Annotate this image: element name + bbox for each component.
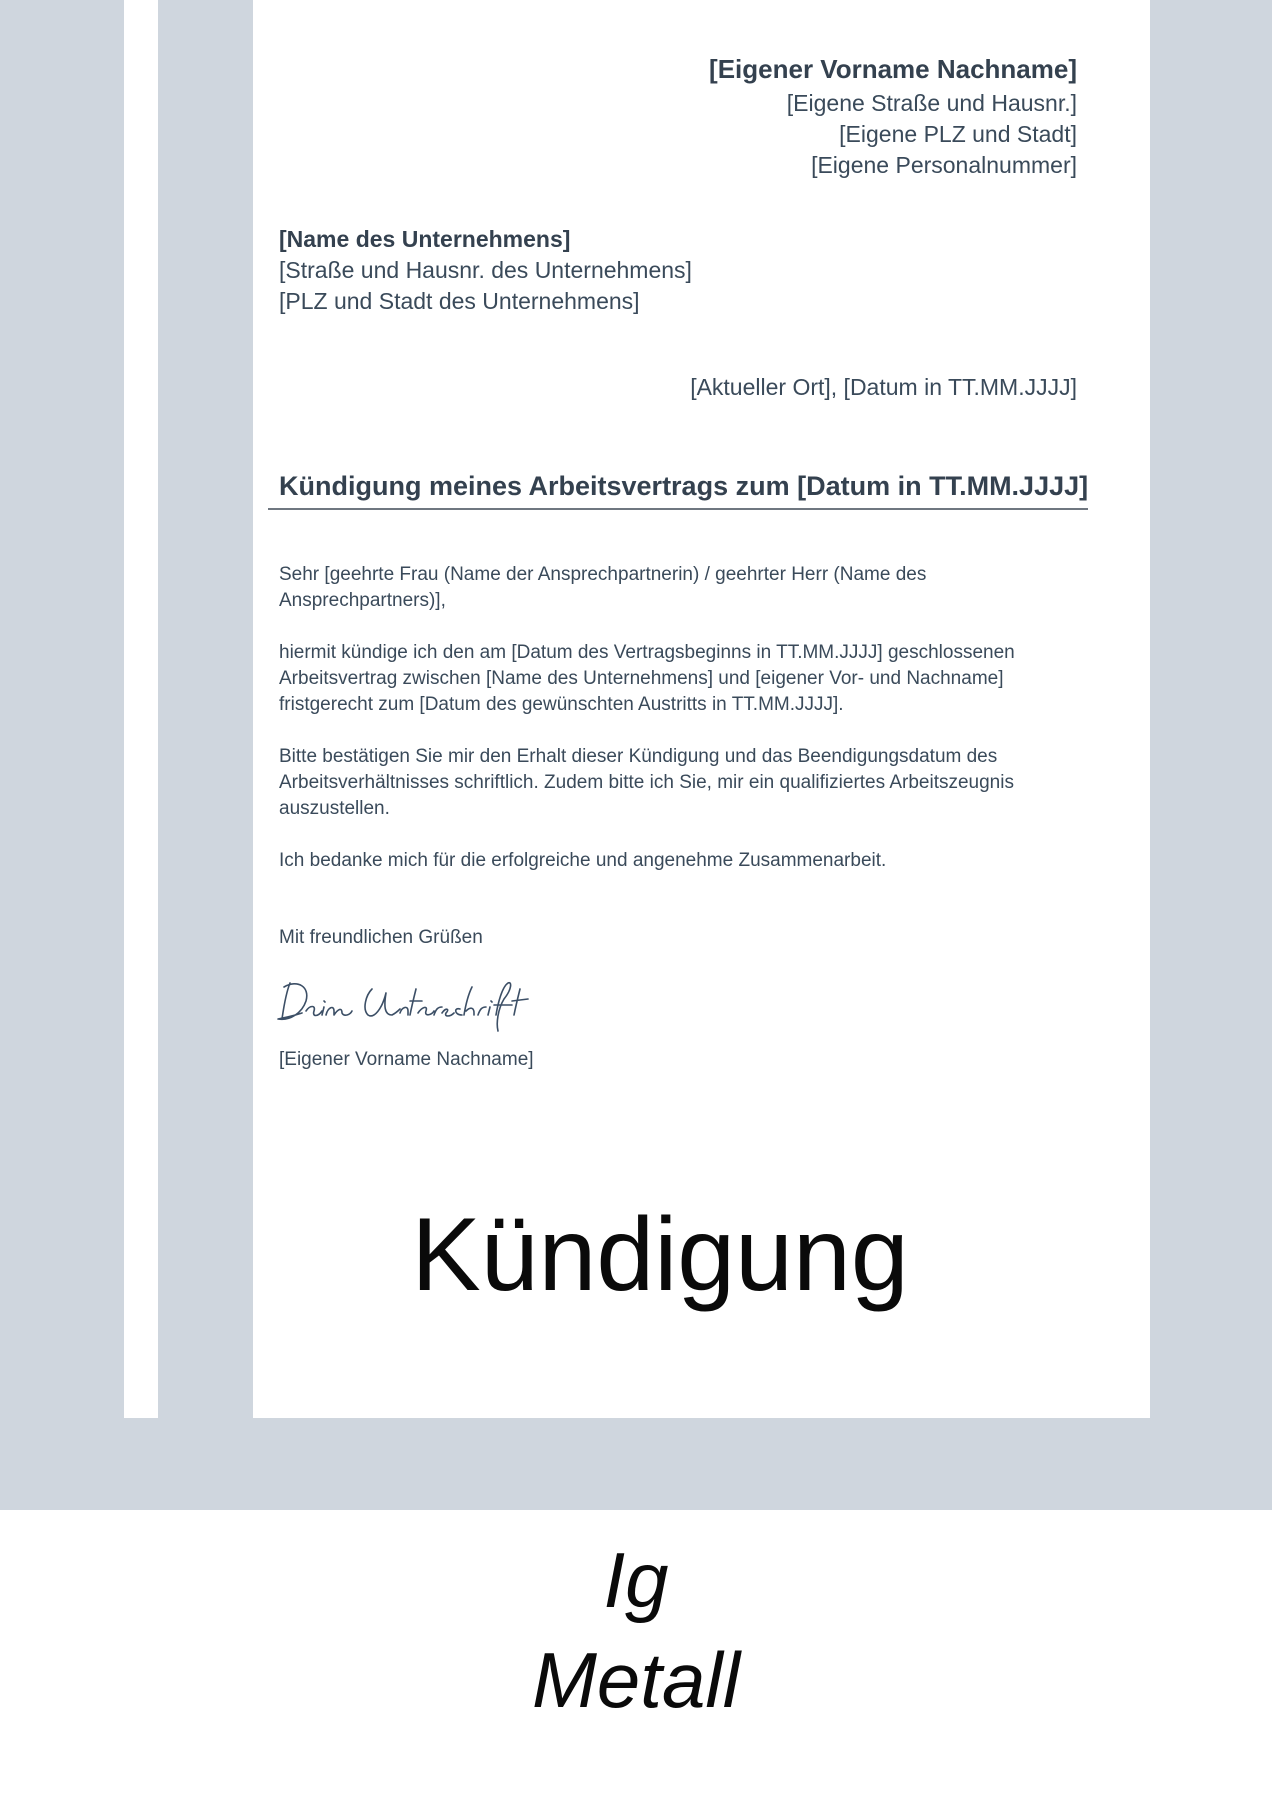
recipient-company: [Name des Unternehmens] [279,226,571,252]
subject-text: Kündigung meines Arbeitsvertrags zum [Datum in TT.MM.JJJJ] [279,471,1089,501]
sender-personnel-number: [Eigene Personalnummer] [811,152,1077,178]
sender-street: [Eigene Straße und Hausnr.] [786,90,1077,116]
overlay-title: Kündigung [411,1197,909,1313]
salutation: Sehr [geehrte Frau (Name der Ansprechpartnerin) / geehrter Herr (Name des Ansprechpartners)], [279,564,927,611]
closing: Mit freundlichen Grüßen [279,927,483,948]
recipient-block [279,224,692,317]
recipient-street: [Straße und Hausnr. des Unternehmens] [279,257,692,283]
sender-block [709,50,1077,181]
place-date: [Aktueller Ort], [Datum in TT.MM.JJJJ] [690,374,1077,400]
sender-city: [Eigene PLZ und Stadt] [839,121,1077,147]
sender-name: [Eigener Vorname Nachname] [709,54,1077,84]
bottom-title-line-2: Metall [531,1636,741,1724]
body-paragraph-2: Bitte bestätigen Sie mir den Erhalt dieser Kündigung und das Beendigungsdatum des Arbeitsverhältnisses schriftlich. Zudem bitte ich Sie, mir ein qualifiziertes Arbeitszeugnis auszustellen. [279,746,1014,819]
bottom-title-line-1: Ig [603,1536,669,1624]
subject-line [268,468,1088,510]
signature-image [276,975,536,1035]
body-paragraph-3: Ich bedanke mich für die erfolgreiche und angenehme Zusammenarbeit. [279,850,887,871]
letter-body [279,562,1059,900]
recipient-city: [PLZ und Stadt des Unternehmens] [279,288,640,314]
body-paragraph-1: hiermit kündige ich den am [Datum des Vertragsbeginns in TT.MM.JJJJ] geschlossenen Arbeitsvertrag zwischen [Name des Unternehmens] und [eigener Vor- und Nachname] fristgerecht zum [Datum des gewünschten Austritts in TT.MM.JJJJ]. [279,642,1015,715]
left-paper-strip [124,0,158,1418]
signer-name: [Eigener Vorname Nachname] [279,1049,534,1070]
